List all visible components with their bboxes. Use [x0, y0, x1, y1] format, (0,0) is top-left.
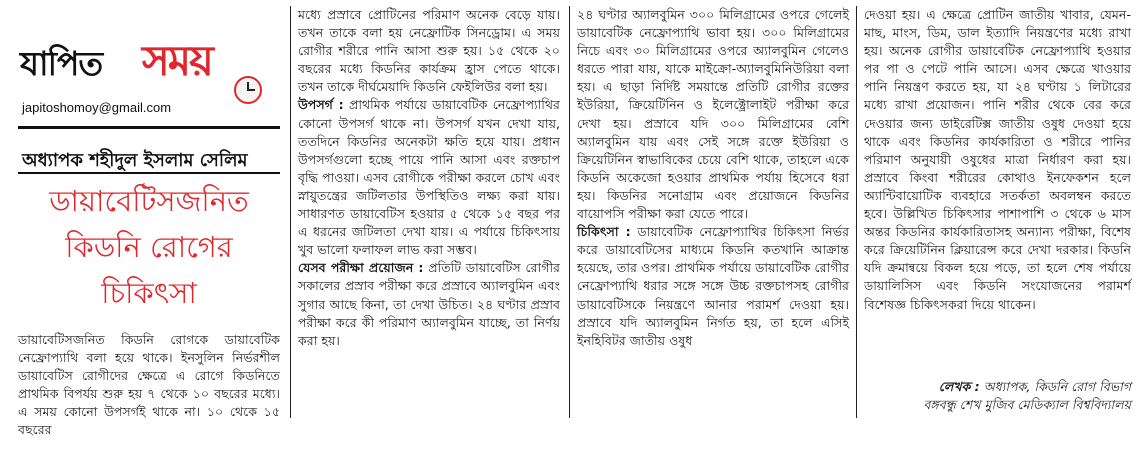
headline-line: চিকিৎসা	[101, 276, 197, 310]
paragraph: মধ্যে প্রস্রাবে প্রোটিনের পরিমাণ অনেক বেড়ে যায়। তখন তাকে বলা হয় নেফ্রোটিক সিনড্রোম। এ সময় রোগীর শরীরে পানি আসা শুরু হয়। ১৫ থেকে ২০ বছরের মধ্যে কিডনির কার্যক্রম হ্রাস পেতে থাকে। তখন তাকে দীর্ঘমেয়াদি কিডনি ফেইলিউর বলা হয়।	[298, 7, 560, 95]
section-label: উপসর্গ :	[298, 97, 344, 113]
paragraph: ডায়াবেটিসজনিত কিডনি রোগকে ডায়াবেটিক নেফ্রোপ্যাথি বলা হয়ে থাকে। ইনসুলিন নির্ভরশীল ডায়াবেটিস রোগীদের ক্ষেত্রে এ রোগে কিডনিতে প্রাথমিক বিপর্যয় শুরু হয় ৭ থেকে ১০ বছরের মধ্যে। এ সময় কোনো উপসর্গই থাকে না। ১০ থেকে ১৫ বছরের	[18, 331, 280, 438]
author-label: লেখক :	[938, 379, 980, 394]
article-column-3	[577, 6, 849, 350]
clock-icon	[234, 76, 262, 104]
author-institution: বঙ্গবন্ধু শেখ মুজিব মেডিক্যাল বিশ্ববিদ্যালয়	[923, 397, 1131, 412]
headline	[18, 178, 280, 316]
section-label: চিকিৎসা :	[577, 224, 631, 240]
article-column-2	[298, 6, 560, 350]
divider	[18, 172, 280, 174]
logo-text-left: যাপিত	[20, 44, 103, 83]
section-label: যেসব পরীক্ষা প্রয়োজন :	[298, 260, 424, 276]
article-paragraph	[18, 318, 280, 452]
headline-line: ডায়াবেটিসজনিত	[49, 184, 249, 218]
paragraph-text: প্রতিটি ডায়াবেটিস রোগীর সকালের প্রস্রাব পরীক্ষা করে প্রস্রাবে অ্যালবুমিন এবং সুগার আছে কিনা, তা দেখা উচিত। ২৪ ঘণ্টার প্রস্রাব পরীক্ষা করে কী পরিমাণ অ্যালবুমিন যাচ্ছে, তা নির্ণয় করা হয়।	[298, 260, 560, 348]
paragraph-text: প্রাথমিক পর্যায়ে ডায়াবেটিক নেফ্রোপ্যাথির কোনো উপসর্গ থাকে না। উপসর্গ যখন দেখা যায়, ততদিনে কিডনির অনেকটা ক্ষতি হয়ে যায়। প্রধান উপসর্গগুলো হচ্ছে পায়ে পানি আসা এবং রক্তচাপ বৃদ্ধি পাওয়া। এসব রোগীকে পরীক্ষা করলে চোখ এবং স্নায়ুতন্ত্রের জটিলতার উপস্থিতিও লক্ষ্য করা যায়। সাধারণত ডায়াবেটিস হওয়ার ৫ থেকে ১৫ বছর পর এ ধরনের জটিলতা দেখা যায়। এ পর্যায়ে চিকিৎসায় খুব ভালো ফলাফল লাভ করা সম্ভব।	[298, 97, 560, 258]
paragraph	[577, 223, 849, 350]
author-title: অধ্যাপক, কিডনি রোগ বিভাগ	[979, 379, 1131, 394]
paragraph	[298, 96, 560, 259]
paragraph: ২৪ ঘণ্টার অ্যালবুমিন ৩০০ মিলিগ্রামের ওপরে গেলেই ডায়াবেটিক নেফ্রোপ্যাথি ভাবা হয়। ৩০০ মিলিগ্রামের নিচে এবং ৩০ মিলিগ্রামের ওপরে অ্যালবুমিন গেলেও ধরতে পারা যায়, যাকে মাইক্রো-অ্যালবুমিনিউরিয়া বলা হয়। এ ছাড়া নির্দিষ্ট সময়ান্তে প্রতিটি রোগীর রক্তের ইউরিয়া, ক্রিয়েটিনিন ও ইলেক্ট্রোলাইট পরীক্ষা করে দেখা হয়। প্রস্রাবে যদি ৩০০ মিলিগ্রামের বেশি অ্যালবুমিন যায় এবং সেই সঙ্গে রক্তে ইউরিয়া ও ক্রিয়েটিনিন স্বাভাবিকের চেয়ে বেশি থাকে, তাহলে একে কিডনি অকেজো হওয়ার প্রাথমিক পর্যায় হিসেবে ধরা হয়। কিডনির সনোগ্রাম এবং প্রয়োজনে কিডনির বায়োপসি পরীক্ষা করা যেতে পারে।	[577, 7, 849, 222]
paragraph: দেওয়া হয়। এ ক্ষেত্রে প্রোটিন জাতীয় খাবার, যেমন- মাছ, মাংস, ডিম, ডাল ইত্যাদি নিয়ন্ত্রণের মধ্যে রাখা হয়। অনেক রোগীর ডায়াবেটিক নেফ্রোপ্যাথি হওয়ার পর পা ও পেটে পানি আসে। এসব ক্ষেত্রে খাওয়ার পানি নিয়ন্ত্রণ করতে হয়, যা ২৪ ঘণ্টায় ১ লিটারের মধ্যে রাখা প্রয়োজন। পানি শরীর থেকে বের করে দেওয়ার জন্য ডাইরেটিক্স জাতীয় ওষুধ দেওয়া হয়ে থাকে এবং কিডনির কার্যকারিতা ও শরীরে পানির পরিমাণ অনুযায়ী ওষুধের মাত্রা নির্ধারণ করা হয়। প্রস্রাবে কিংবা শরীরের কোথাও ইনফেকশন হলে অ্যান্টিবায়োটিক ব্যবহারে সতর্কতা অবলম্বন করতে হবে। উল্লিখিত চিকিৎসার পাশাপাশি ৩ থেকে ৬ মাস অন্তর কিডনির কার্যকারিতাসহ অন্যান্য পরীক্ষা, বিশেষ করে ক্রিয়েটিনিন ক্লিয়ারেন্স করে দেখা দরকার। কিডনি যদি ক্রমান্বয়ে বিকল হয়ে পড়ে, তা হলে শেষ পর্যায়ে ডায়ালিসিস এবং কিডনি সংযোজনের পরামর্শ বিশেষজ্ঞ চিকিৎসকরা দিয়ে থাকেন।	[864, 7, 1131, 312]
column-rule	[290, 6, 291, 418]
column-rule	[569, 6, 570, 418]
logo-text-right: সময়	[142, 36, 212, 85]
author-credit	[863, 378, 1131, 414]
masthead-logo	[18, 28, 280, 98]
paragraph	[298, 259, 560, 349]
byline: অধ্যাপক শহীদুল ইসলাম সেলিম	[22, 150, 248, 171]
article-column-4	[864, 6, 1131, 314]
author-credit-line	[863, 378, 1131, 396]
headline-line: কিডনি রোগের	[65, 230, 233, 264]
paragraph-text: ডায়াবেটিক নেফ্রোপ্যাথির চিকিৎসা নির্ভর করে ডায়াবেটিসের মাধ্যমে কিডনি কতখানি আক্রান্ত হয়েছে, তার ওপর। প্রাথমিক পর্যায়ে ডায়াবেটিক রোগীর নেফ্রোপ্যাথি ধরার সঙ্গে সঙ্গে উচ্চ রক্তচাপসহ রোগীর ডায়াবেটিসকে নিয়ন্ত্রণে আনার পরামর্শ দেওয়া হয়। প্রস্রাবে যদি অ্যালবুমিন নির্গত হয়, তা হলে এসিই ইনহিবিটর জাতীয় ওষুধ	[577, 224, 849, 348]
column-rule	[856, 6, 857, 418]
divider	[18, 126, 280, 129]
email-address[interactable]: japitoshomoy@gmail.com	[22, 100, 172, 115]
